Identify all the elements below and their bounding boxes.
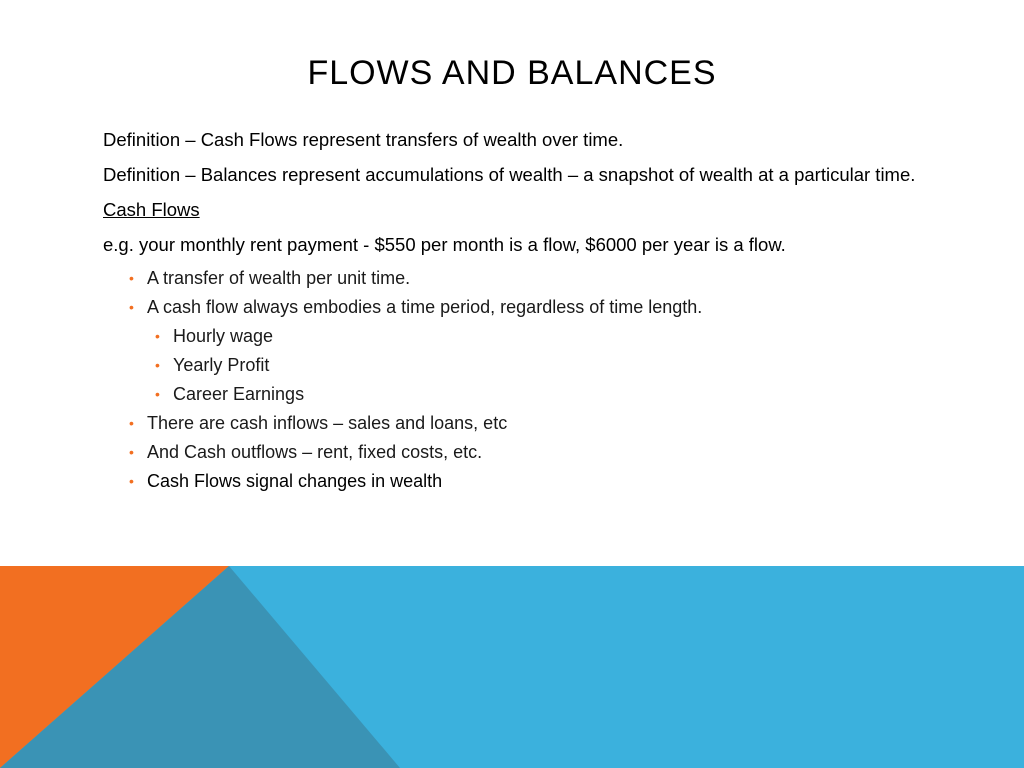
- definition-balances: Definition – Balances represent accumulations of wealth – a snapshot of wealth at a particular time.: [103, 164, 916, 185]
- bullet-icon: •: [129, 473, 134, 489]
- bullet-item: [103, 469, 933, 493]
- sub-bullet-text: Career Earnings: [173, 384, 305, 404]
- bullet-icon: •: [129, 299, 134, 315]
- bullet-item: [103, 266, 933, 290]
- bullet-text: There are cash inflows – sales and loans, etc: [147, 413, 508, 433]
- bullet-text: A cash flow always embodies a time period, regardless of time length.: [147, 297, 703, 317]
- bullet-item: [103, 440, 933, 464]
- bullet-list: [103, 266, 933, 493]
- definition-cash-flows: Definition – Cash Flows represent transfers of wealth over time.: [103, 129, 624, 150]
- bullet-icon: •: [129, 444, 134, 460]
- rent-example: e.g. your monthly rent payment - $550 per month is a flow, $6000 per year is a flow.: [103, 234, 786, 255]
- bullet-icon: •: [155, 357, 160, 373]
- cash-flows-heading: [103, 198, 933, 222]
- bullet-text: Cash Flows signal changes in wealth: [147, 471, 443, 491]
- bullet-icon: •: [129, 270, 134, 286]
- sub-bullet-text: Yearly Profit: [173, 355, 270, 375]
- sub-bullet-text: Hourly wage: [173, 326, 274, 346]
- cash-flows-heading-text: Cash Flows: [103, 199, 200, 220]
- bullet-icon: •: [155, 328, 160, 344]
- sub-bullet-item: [103, 324, 933, 348]
- sub-bullet-item: [103, 382, 933, 406]
- slide-body: [103, 128, 933, 498]
- sub-bullet-item: [103, 353, 933, 377]
- bullet-icon: •: [155, 386, 160, 402]
- slide-title: FLOWS AND BALANCES: [307, 54, 717, 92]
- bullet-text: A transfer of wealth per unit time.: [147, 268, 411, 288]
- bullet-item: [103, 411, 933, 435]
- decorative-band: [0, 566, 1024, 768]
- bullet-item: [103, 295, 933, 319]
- bullet-text: And Cash outflows – rent, fixed costs, etc.: [147, 442, 483, 462]
- bullet-icon: •: [129, 415, 134, 431]
